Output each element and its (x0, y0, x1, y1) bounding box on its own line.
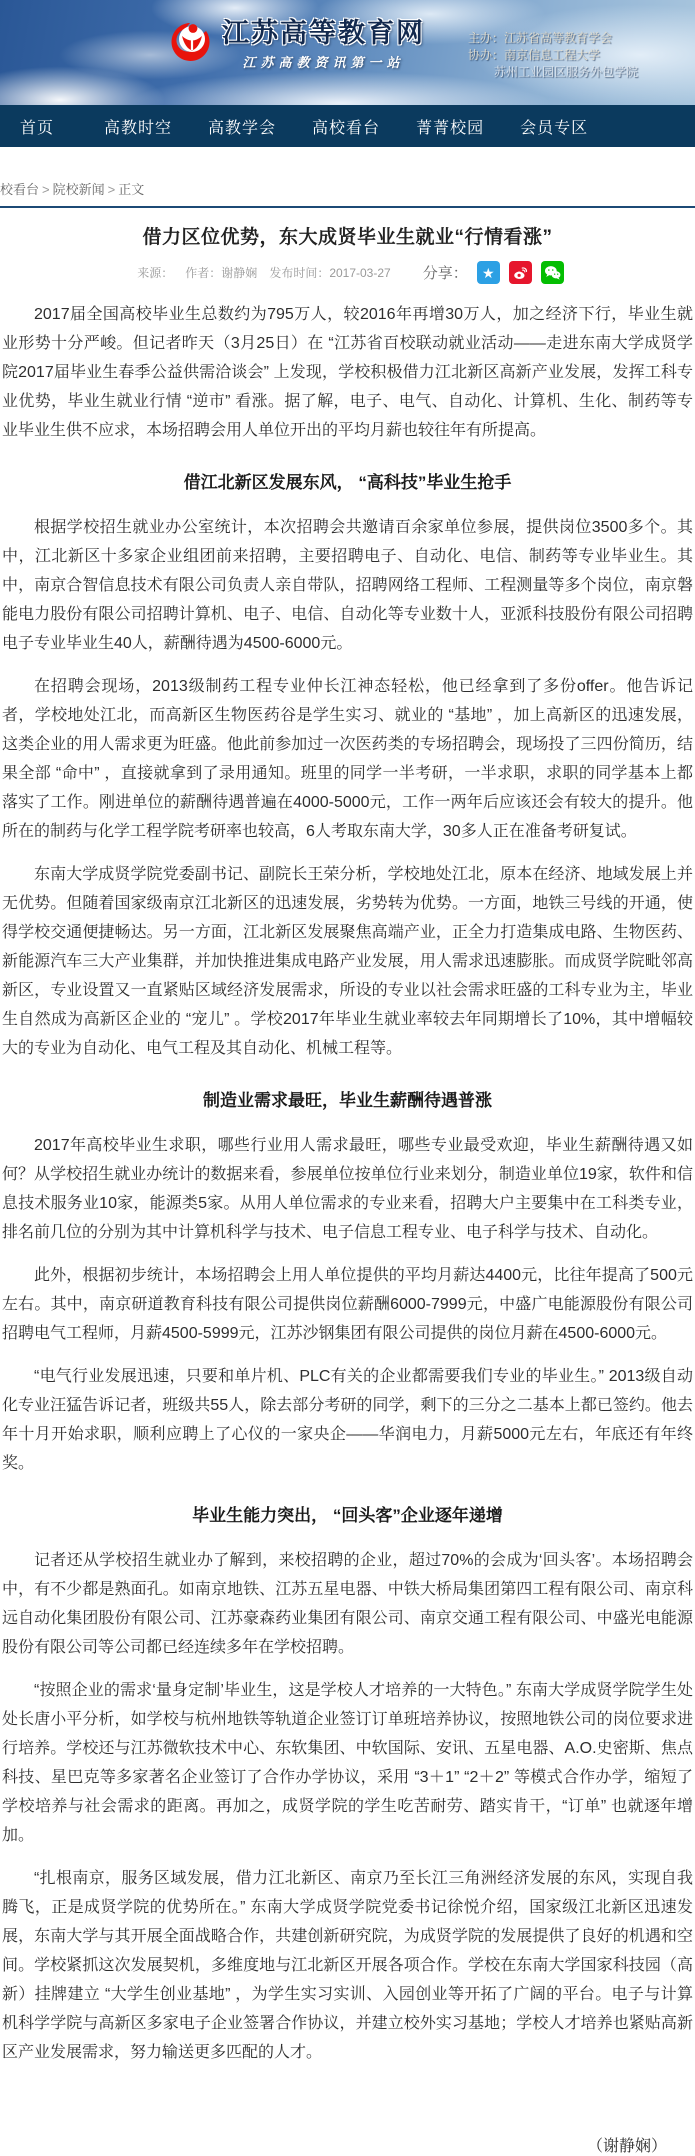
site-name: 江苏高等教育网 (222, 18, 425, 48)
main-nav (0, 105, 695, 147)
nav-item-home[interactable]: 首页 (20, 119, 55, 137)
article-meta (0, 261, 695, 284)
article-paragraph: 东南大学成贤学院党委副书记、副院长王荣分析，学校地处江北，原本在经济、地域发展上并无优势。但随着国家级南京江北新区的迅速发展，劣势转为优势。一方面，地铁三号线的开通，使得学校交通便捷畅达。另一方面，江北新区发展聚焦高端产业，正全力打造集成电路、生物医药、新能源汽车三大产业集群，并加快推进集成电路产业发展，用人需求迅速膨胀。而成贤学院毗邻高新区，专业设置又一直紧贴区域经济发展需求，所设的专业以社会需求旺盛的工科专业为主，毕业生自然成为高新区企业的 “宠儿” 。学校2017年毕业生就业率较去年同期增长了10%，其中增幅较大的专业为自动化、电气工程及其自动化、机械工程等。 (2, 866, 693, 1057)
sponsor-info (468, 30, 695, 81)
article-paragraph: 在招聘会现场，2013级制药工程专业仲长江神态轻松，他已经拿到了多份offer。他告诉记者，学校地处江北，而高新区生物医药谷是学生实习、就业的 “基地” ，加上高新区的迅速发展，这类企业的用人需求更为旺盛。他此前参加过一次医药类的专场招聘会，现场投了三四份简历，结果全部 “命中” ，直接就拿到了录用通知。班里的同学一半考研，一半求职，求职的同学基本上都落实了工作。刚进单位的薪酬待遇普遍在4000-5000元，工作一两年后应该还会有较大的提升。他所在的制药与化学工程学院考研率也较高，6人考取东南大学，30多人正在准备考研复试。 (2, 678, 693, 840)
nav-item-gaoxiao-kantai[interactable]: 高校看台 (312, 119, 381, 137)
nav-item-huiyuan-zhuanqu[interactable]: 会员专区 (520, 119, 589, 137)
breadcrumb-bar (0, 173, 695, 208)
article-paragraph: “按照企业的需求‘量身定制’毕业生，这是学校人才培养的一大特色。” 东南大学成贤学院学生处处长唐小平分析，如学校与杭州地铁等轨道企业签订订单班培养协议，按照地铁公司的岗位要求进行培养。学校还与江苏微软技术中心、东软集团、中软国际、安讯、五星电器、A.O.史密斯、焦点科技、星巴克等多家著名企业签订了合作办学协议，采用 “3＋1” “2＋2” 等模式合作办学，缩短了学校培养与社会需求的距离。再加之，成贤学院的学生吃苦耐劳、踏实肯干，“订单” 也就逐年增加。 (2, 1682, 693, 1844)
site-logo[interactable] (166, 16, 425, 71)
wechat-share-icon[interactable] (541, 261, 564, 284)
article-paragraph: 记者还从学校招生就业办了解到，来校招聘的企业，超过70%的会成为‘回头客’。本场招聘会中，有不少都是熟面孔。如南京地铁、江苏五星电器、中铁大桥局集团第四工程有限公司、南京科远自动化集团股份有限公司、江苏豪森药业集团有限公司、南京交通工程有限公司、中盛光电能源股份有限公司等公司都已经连续多年在学校招聘。 (2, 1552, 693, 1656)
breadcrumb-separator: > (42, 182, 50, 197)
share-label: 分享： (422, 265, 468, 282)
article-paragraph: “电气行业发展迅速，只要和单片机、PLC有关的企业都需要我们专业的毕业生。” 2013级自动化专业汪猛告诉记者，班级共55人，除去部分考研的同学，剩下的三分之二基本上都已签约。他去年十月开始求职，顺利应聘上了心仪的一家央企——华润电力，月薪5000元左右，年底还有年终奖。 (2, 1368, 693, 1472)
sponsor-line: 苏州工业园区服务外包学院 (494, 65, 639, 79)
section-heading: 制造业需求最旺，毕业生薪酬待遇普涨 (203, 1091, 492, 1110)
qzone-share-icon[interactable]: ★ (477, 261, 500, 284)
nav-item-gaojiao-shikong[interactable]: 高教时空 (104, 119, 173, 137)
site-logo-text (222, 16, 425, 71)
article-paragraph: “扎根南京，服务区域发展，借力江北新区、南京乃至长江三角洲经济发展的东风，实现自我腾飞，正是成贤学院的优势所在。” 东南大学成贤学院党委书记徐悦介绍，国家级江北新区迅速发展，东南大学与其开展全面战略合作，共建创新研究院，为成贤学院的发展提供了良好的机遇和空间。学校紧抓这次发展契机，多维度地与江北新区开展各项合作。学校在东南大学国家科技园（高新）挂牌建立 “大学生创业基地” ，为学生实习实训、入园创业等开拓了广阔的平台。电子与计算机科学学院与高新区多家电子企业签署合作协议，并建立校外实习基地；学校人才培养也紧贴高新区产业发展需求，努力输送更多匹配的人才。 (2, 1870, 693, 2061)
site-logo-icon (166, 16, 214, 69)
weibo-share-icon[interactable] (509, 261, 532, 284)
meta-date: 发布时间：2017-03-27 (269, 266, 391, 280)
site-tagline: 江苏高教资讯第一站 (242, 55, 405, 70)
breadcrumb-separator: > (107, 182, 116, 197)
article-paragraph: 2017年高校毕业生求职，哪些行业用人需求最旺，哪些专业最受欢迎，毕业生薪酬待遇又如何？从学校招生就业办统计的数据来看，参展单位按单位行业来划分，制造业单位19家，软件和信息技术服务业10家，能源类5家。从用人单位需求的专业来看，招聘大户主要集中在工科类专业，排名前几位的分别为其中计算机科学与技术、电子信息工程专业、电子科学与技术、自动化。 (2, 1137, 693, 1241)
nav-item-jingjing-xiaoyuan[interactable]: 菁菁校园 (416, 119, 485, 137)
nav-item-gaojiao-xuehui[interactable]: 高教学会 (208, 119, 277, 137)
header-banner (0, 0, 695, 105)
sponsor-line: 协办：南京信息工程大学 (468, 48, 601, 62)
meta-author: 作者：谢静娴 (185, 266, 258, 280)
page-title: 借力区位优势，东大成贤毕业生就业“行情看涨” (142, 227, 553, 248)
breadcrumb-item-yuanxiao-xinwen[interactable]: 院校新闻 (52, 182, 105, 197)
article-signature: （谢静娴） (586, 2138, 667, 2155)
breadcrumb-item-xiao-kantai[interactable]: 校看台 (0, 182, 40, 197)
breadcrumb (0, 179, 695, 198)
breadcrumb-item-zhengwen: 正文 (118, 182, 145, 197)
section-heading: 毕业生能力突出， “回头客”企业逐年递增 (192, 1506, 503, 1525)
section-heading: 借江北新区发展东风， “高科技”毕业生抢手 (183, 473, 512, 492)
article-paragraph: 根据学校招生就业办公室统计，本次招聘会共邀请百余家单位参展，提供岗位3500多个。其中，江北新区十多家企业组团前来招聘，主要招聘电子、自动化、电信、制药等专业毕业生。其中，南京合智信息技术有限公司负责人亲自带队，招聘网络工程师、工程测量等多个岗位，南京磐能电力股份有限公司招聘计算机、电子、电信、自动化等专业数十人，亚派科技股份有限公司招聘电子专业毕业生40人，薪酬待遇为4500-6000元。 (2, 519, 693, 652)
sponsor-line: 主办：江苏省高等教育学会 (468, 31, 613, 45)
article-paragraph: 此外，根据初步统计，本场招聘会上用人单位提供的平均月薪达4400元，比往年提高了500元左右。其中，南京研道教育科技有限公司提供岗位薪酬6000-7999元，中盛广电能源股份有限公司招聘电气工程师，月薪4500-5999元，江苏沙钢集团有限公司提供的岗位月薪在4500-6000元。 (2, 1267, 693, 1342)
article-body (0, 300, 695, 2111)
meta-source: 来源： (137, 266, 174, 280)
article-paragraph: 2017届全国高校毕业生总数约为795万人，较2016年再增30万人，加之经济下行，毕业生就业形势十分严峻。但记者昨天（3月25日）在 “江苏省百校联动就业活动——走进东南大学成贤学院2017届毕业生春季公益供需洽谈会” 上发现，学校积极借力江北新区高新产业发展，发挥工科专业优势，毕业生就业行情 “逆市” 看涨。据了解，电子、电气、自动化、计算机、生化、制药等专业毕业生供不应求，本场招聘会用人单位开出的平均月薪也较往年有所提高。 (2, 306, 693, 439)
